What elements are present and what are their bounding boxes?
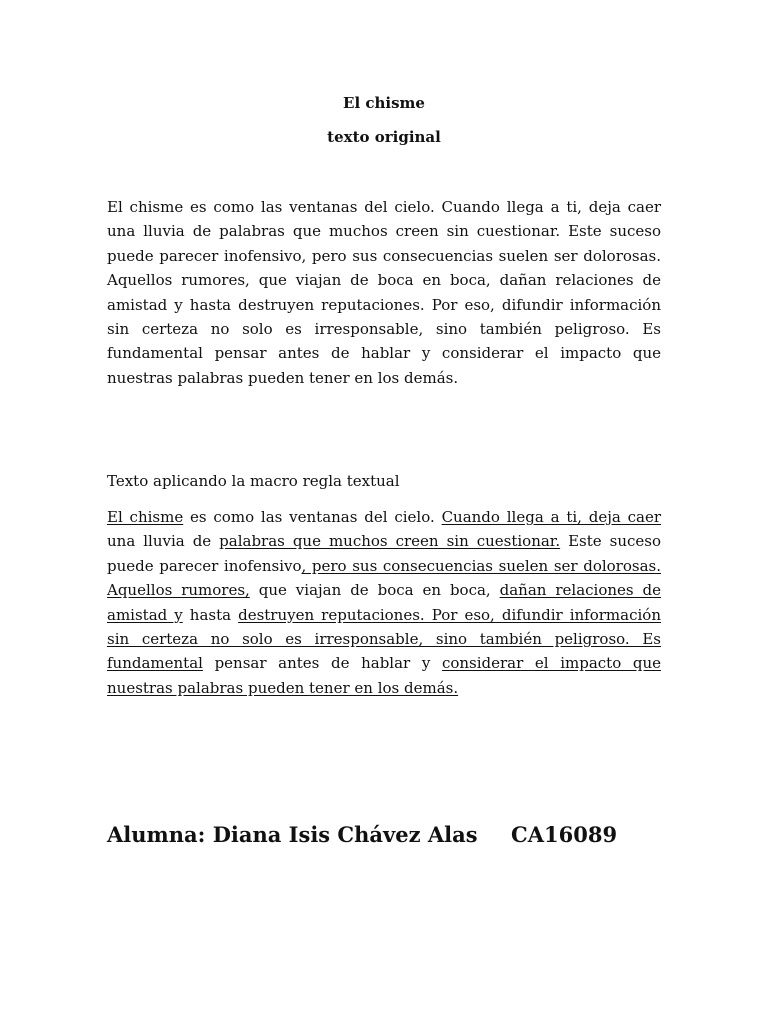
macro-segment: , pero sus consecuencias suelen ser dolorosas. Aquellos rumores,	[107, 556, 661, 600]
document-title: El chisme	[343, 94, 425, 112]
macro-segment: Cuando llega a ti, deja caer	[441, 508, 661, 526]
macro-segment: palabras que muchos creen sin cuestionar.	[219, 532, 561, 551]
macro-segment: El chisme	[107, 508, 184, 526]
macro-segment: Este suceso puede parecer inofensivo	[107, 532, 661, 575]
macro-segment: hasta	[182, 605, 239, 624]
student-code: CA16089	[511, 822, 618, 847]
macro-segment: considerar el impacto que nuestras palabras pueden tener en los demás.	[107, 654, 661, 697]
macro-segment: dañan relaciones de amistad y	[107, 581, 662, 624]
macro-segment: que viajan de boca en boca,	[249, 581, 500, 600]
macro-segment: pensar antes de hablar y	[202, 654, 442, 673]
macro-text-paragraph	[107, 505, 661, 700]
macro-segment: destruyen reputaciones. Por eso, difundir información sin certeza no solo es irresponsable, sino también peligroso. Es fundamental	[107, 605, 661, 673]
macro-segment: es como las ventanas del cielo.	[183, 508, 442, 526]
student-name: Alumna: Diana Isis Chávez Alas	[107, 822, 478, 847]
document-subtitle: texto original	[327, 128, 441, 146]
macro-section-heading: Texto aplicando la macro regla textual	[107, 472, 400, 490]
macro-segment: una lluvia de	[107, 532, 220, 551]
original-text-paragraph: El chisme es como las ventanas del cielo. Cuando llega a ti, deja caer una lluvia de palabras que muchos creen sin cuestionar. Este suceso puede parecer inofensivo, pero sus consecuencias suelen ser dolorosas. Aquellos rumores, que viajan de boca en boca, dañan relaciones de amistad y hasta destruyen reputaciones. Por eso, difundir información sin certeza no solo es irresponsable, sino también peligroso. Es fundamental pensar antes de hablar y considerar el impacto que nuestras palabras pueden tener en los demás.	[107, 198, 661, 387]
